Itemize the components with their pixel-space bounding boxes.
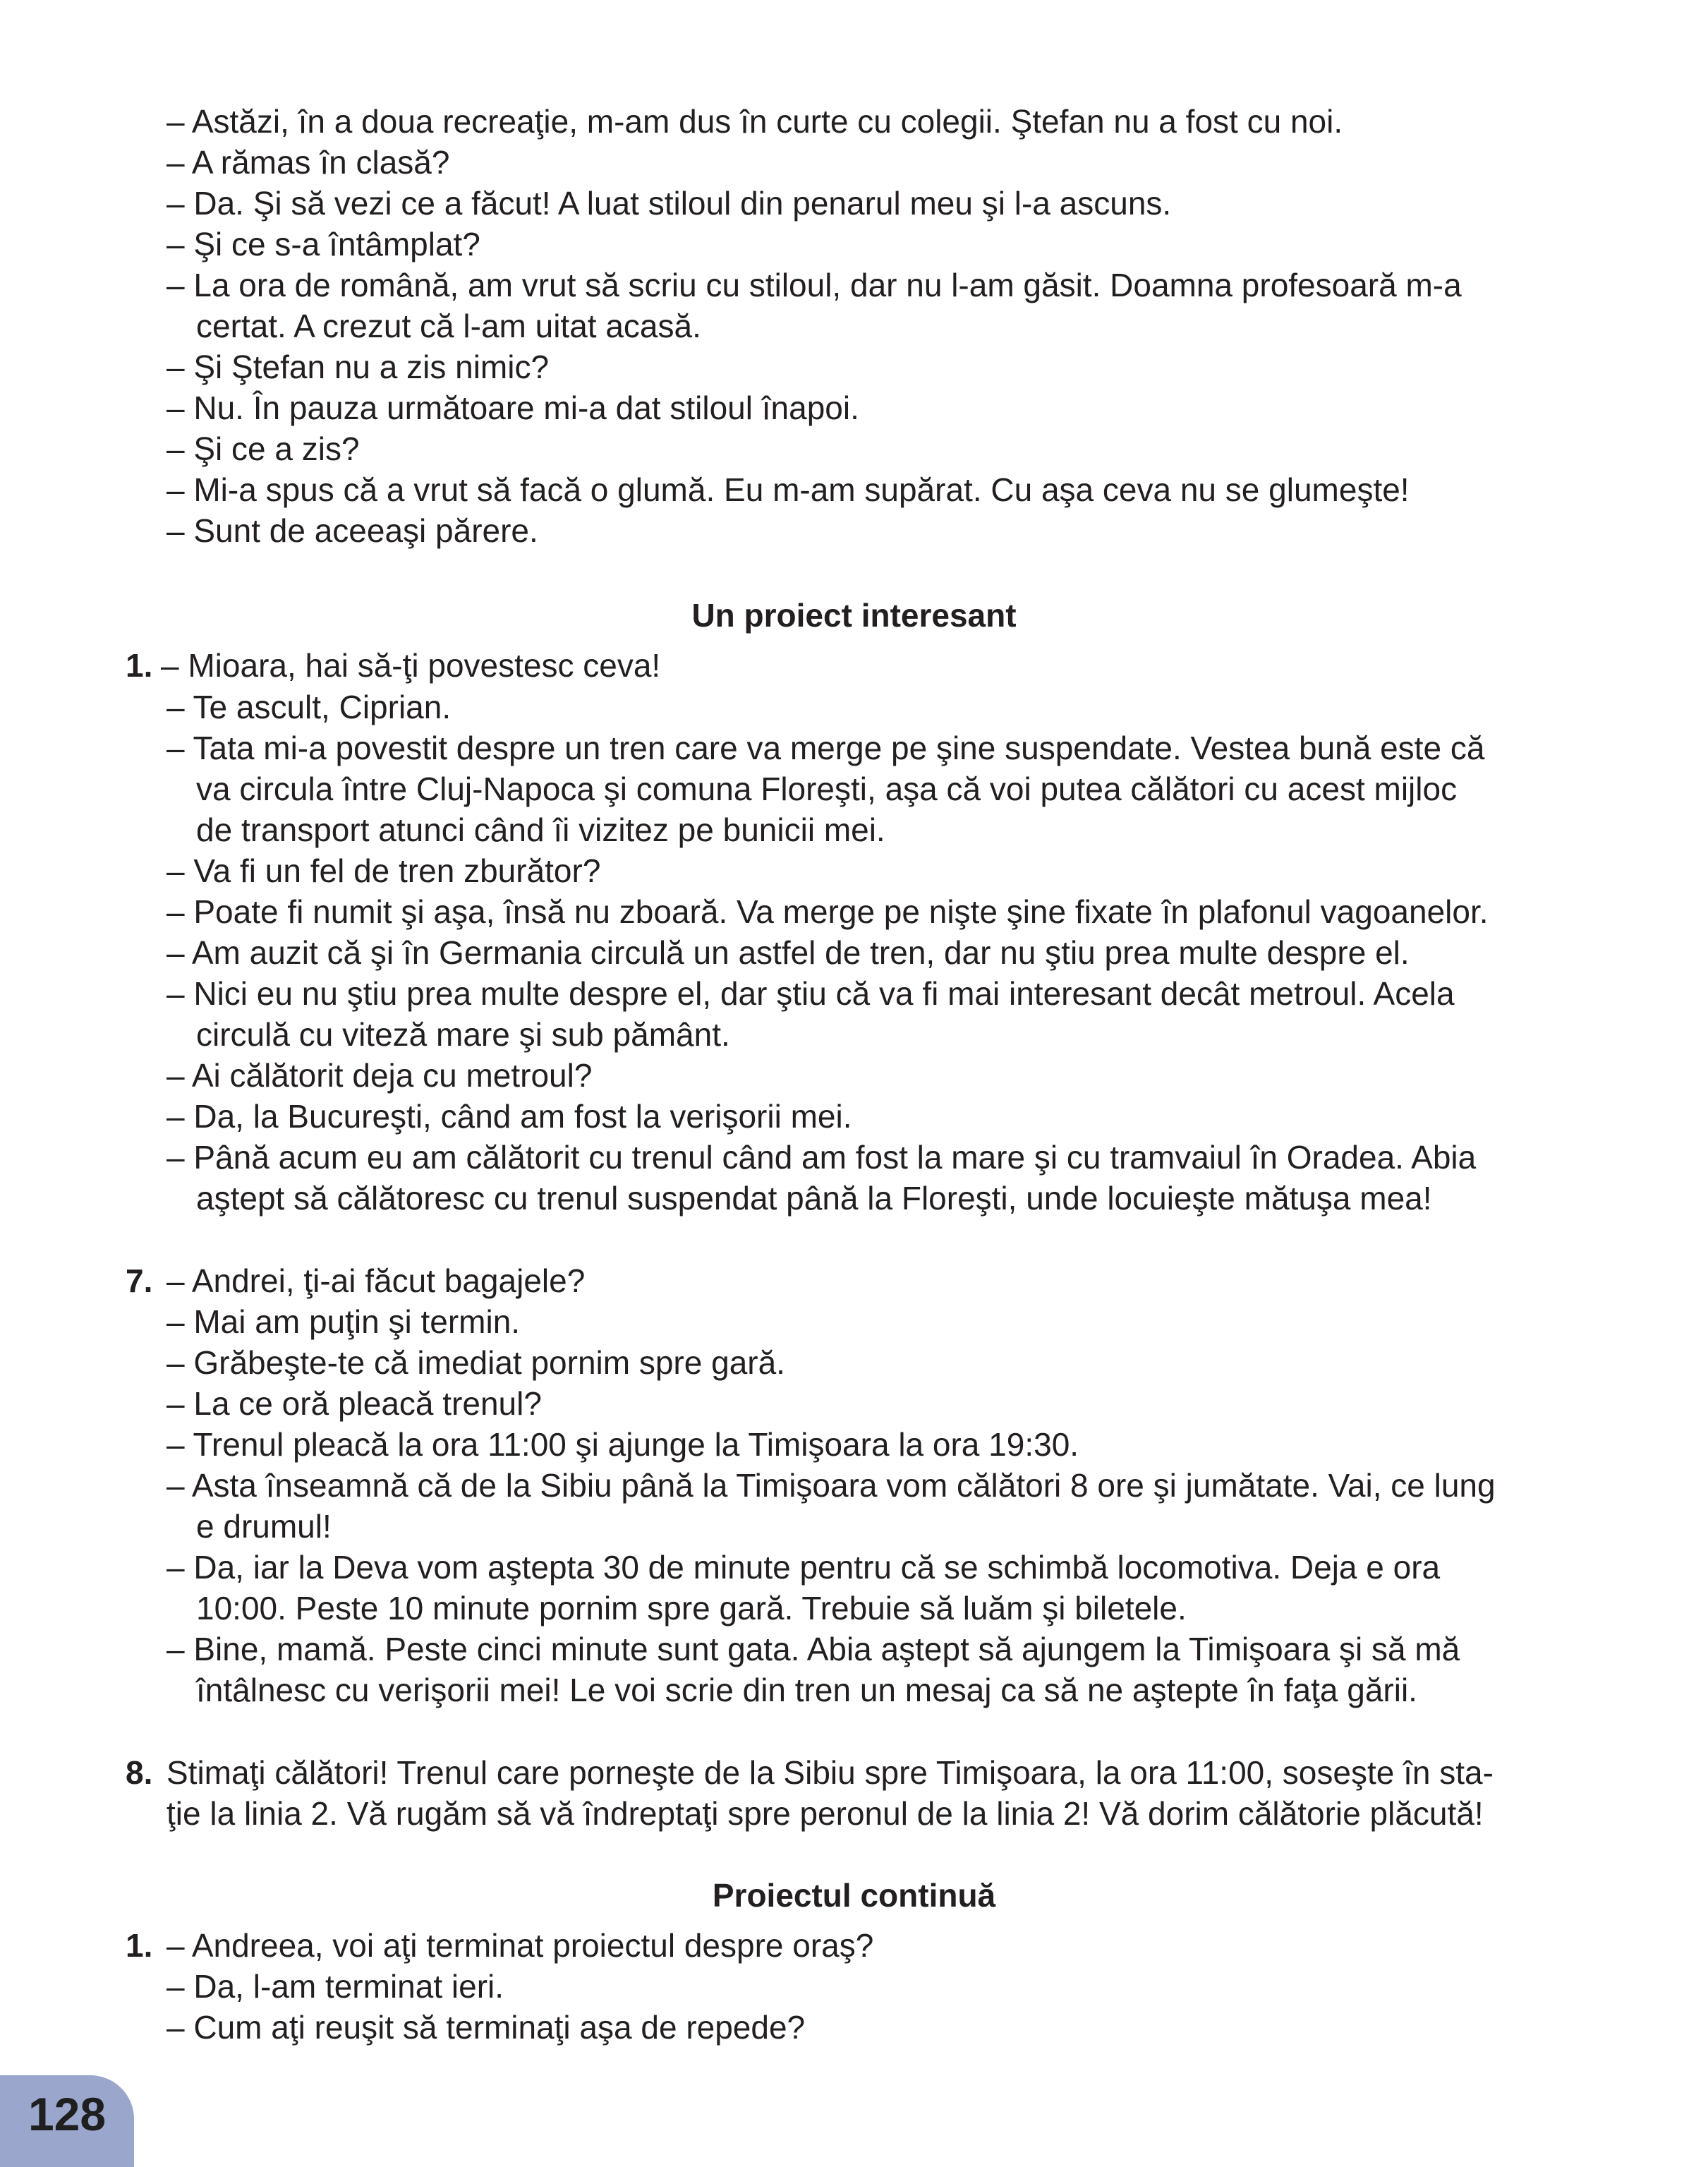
dialogue-line: – Până acum eu am călătorit cu trenul când am fost la mare şi cu tramvaiul în Oradea. Abia [166,1139,1477,1176]
announcement-line: Stimaţi călători! Trenul care porneşte de la Sibiu spre Timişoara, la ora 11:00, soseşte în sta- [166,1754,1494,1791]
dialogue-line: – Sunt de aceeaşi părere. [166,512,538,549]
dialogue-line: – Am auzit că şi în Germania circulă un astfel de tren, dar nu ştiu prea multe despre el. [166,934,1410,971]
dialogue-line: – Şi ce a zis? [166,430,360,467]
dialogue-line-continuation: certat. A crezut că l-am uitat acasă. [196,308,701,344]
dialogue-line: – Astăzi, în a doua recreaţie, m-am dus în curte cu colegii. Ştefan nu a fost cu noi. [166,103,1343,140]
exercise-number: 1. [126,647,153,684]
dialogue-line: – Andreea, voi aţi terminat proiectul despre oraş? [166,1927,874,1964]
dialogue-line-continuation: de transport atunci când îi vizitez pe bunicii mei. [196,811,885,848]
dialogue-line: – Mioara, hai să-ţi povestesc ceva! [161,647,661,684]
dialogue-line-continuation: întâlnesc cu verişorii mei! Le voi scrie din tren un mesaj ca să ne aştepte în faţa gării. [196,1672,1417,1708]
dialogue-line: – La ce oră pleacă trenul? [166,1385,542,1422]
dialogue-line: – Şi ce s-a întâmplat? [166,226,480,262]
dialogue-line: – Nici eu nu ştiu prea multe despre el, dar ştiu că va fi mai interesant decât metroul. Acela [166,975,1455,1012]
dialogue-line: – A rămas în clasă? [166,144,450,181]
dialogue-line: – Da, iar la Deva vom aştepta 30 de minute pentru că se schimbă locomotiva. Deja e ora [166,1549,1441,1586]
dialogue-line: – Asta înseamnă că de la Sibiu până la Timişoara vom călători 8 ore şi jumătate. Vai, ce lung [166,1467,1496,1504]
dialogue-line-continuation: 10:00. Peste 10 minute pornim spre gară. Trebuie să luăm şi biletele. [196,1590,1187,1626]
dialogue-line: – Ai călătorit deja cu metroul? [166,1057,593,1094]
dialogue-line: – Te ascult, Ciprian. [166,689,452,725]
exercise-number: 8. [126,1754,153,1791]
dialogue-line: – Cum aţi reuşit să terminaţi aşa de repede? [166,2009,806,2046]
dialogue-line: – Tata mi-a povestit despre un tren care va merge pe şine suspendate. Vestea bună este că [166,730,1485,766]
dialogue-line: – Grăbeşte-te că imediat pornim spre gară. [166,1344,785,1381]
dialogue-line: – Da. Şi să vezi ce a făcut! A luat stiloul din penarul meu şi l-a ascuns. [166,185,1172,222]
section-heading: Proiectul continuă [712,1877,996,1914]
dialogue-line: – Nu. În pauza următoare mi-a dat stiloul înapoi. [166,390,859,426]
dialogue-line: – Da, l-am terminat ieri. [166,1968,504,2005]
exercise-number: 1. [126,1927,153,1964]
page-number: 128 [28,2088,107,2140]
dialogue-line: – Mi-a spus că a vrut să facă o glumă. Eu m-am supărat. Cu aşa ceva nu se glumeşte! [166,471,1410,508]
dialogue-line: – Trenul pleacă la ora 11:00 şi ajunge la Timişoara la ora 19:30. [166,1426,1079,1463]
section-heading: Un proiect interesant [691,597,1017,634]
exercise-number: 7. [126,1262,153,1299]
dialogue-line: – Şi Ştefan nu a zis nimic? [166,349,550,385]
dialogue-line-continuation: circulă cu viteză mare şi sub pământ. [196,1016,730,1053]
dialogue-line: – Bine, mamă. Peste cinci minute sunt gata. Abia aştept să ajungem la Timişoara şi să mă [166,1631,1460,1667]
dialogue-line-continuation: va circula între Cluj-Napoca şi comuna Floreşti, aşa că voi putea călători cu acest mijloc [196,771,1458,807]
dialogue-line-continuation: aştept să călătoresc cu trenul suspendat până la Floreşti, unde locuieşte mătuşa mea! [196,1180,1432,1217]
dialogue-line: – Da, la Bucureşti, când am fost la verişorii mei. [166,1098,852,1135]
dialogue-line: – Va fi un fel de tren zburător? [166,852,601,889]
dialogue-line: – Andrei, ţi-ai făcut bagajele? [166,1262,586,1299]
dialogue-line: – La ora de română, am vrut să scriu cu stiloul, dar nu l-am găsit. Doamna profesoară m-a [166,267,1462,303]
dialogue-line-continuation: e drumul! [196,1508,332,1545]
dialogue-line: – Poate fi numit şi aşa, însă nu zboară. Va merge pe nişte şine fixate în plafonul vagoanelor. [166,893,1489,930]
announcement-line: ţie la linia 2. Vă rugăm să vă îndreptaţi spre peronul de la linia 2! Vă dorim călătorie plăcută! [166,1795,1484,1832]
dialogue-line: – Mai am puţin şi termin. [166,1303,521,1340]
